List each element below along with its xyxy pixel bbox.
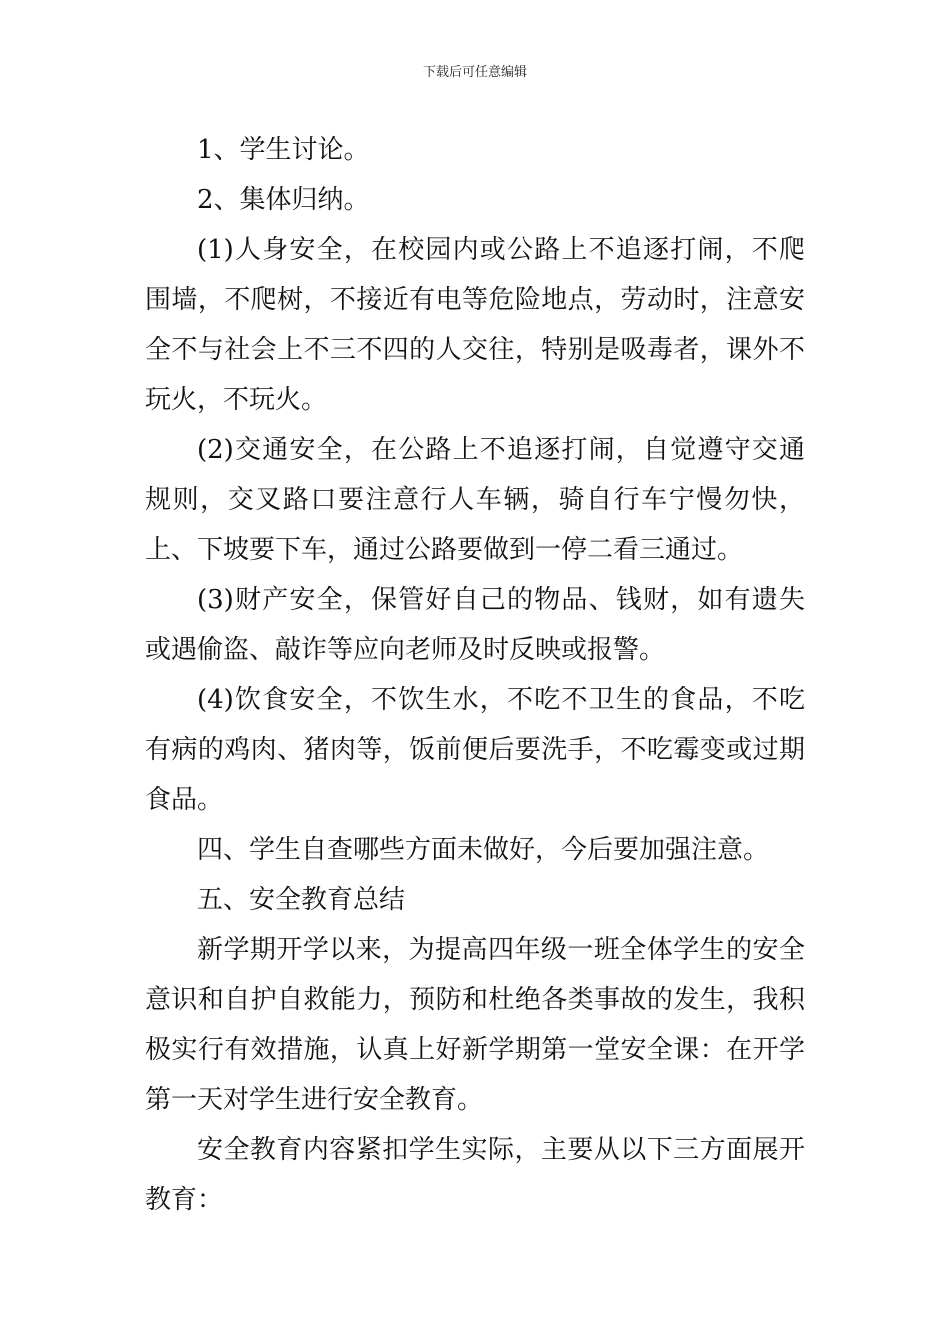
page-header: 下载后可任意编辑 [422, 65, 527, 80]
paragraph-section-four: 四、学生自查哪些方面未做好，今后要加强注意。 [197, 835, 770, 865]
paragraph-food-safety: (4)饮食安全，不饮生水，不吃不卫生的食品，不吃有病的鸡肉、猪肉等，饭前便后要洗手，不吃霉变或过期食品。 [145, 685, 805, 815]
paragraph-step-1: 1、学生讨论。 [197, 135, 370, 165]
paragraph-personal-safety: (1)人身安全，在校园内或公路上不追逐打闹，不爬围墙，不爬树，不接近有电等危险地点，劳动时，注意安全不与社会上不三不四的人交往，特别是吸毒者，课外不玩火，不玩火。 [145, 235, 805, 415]
paragraph-property-safety: (3)财产安全，保管好自己的物品、钱财，如有遗失或遇偷盗、敲诈等应向老师及时反映或报警。 [145, 585, 805, 665]
paragraph-traffic-safety: (2)交通安全，在公路上不追逐打闹，自觉遵守交通规则，交叉路口要注意行人车辆，骑自行车宁慢勿快，上、下坡要下车，通过公路要做到一停二看三通过。 [145, 435, 805, 565]
document-body [145, 125, 805, 1225]
paragraph-education-content: 安全教育内容紧扣学生实际，主要从以下三方面展开教育： [145, 1135, 805, 1215]
paragraph-summary: 新学期开学以来，为提高四年级一班全体学生的安全意识和自护自救能力，预防和杜绝各类事故的发生，我积极实行有效措施，认真上好新学期第一堂安全课：在开学第一天对学生进行安全教育。 [145, 935, 805, 1115]
paragraph-step-2: 2、集体归纳。 [197, 185, 370, 215]
paragraph-section-five-heading: 五、安全教育总结 [197, 885, 406, 915]
